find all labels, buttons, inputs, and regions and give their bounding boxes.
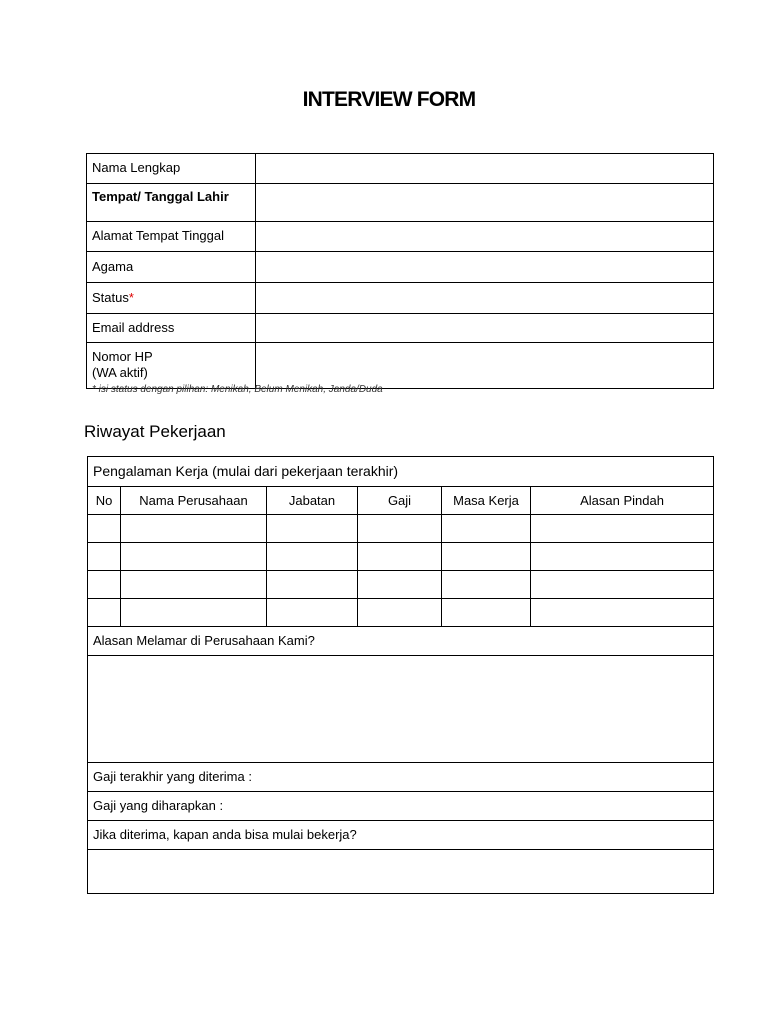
cell[interactable] [442, 571, 531, 599]
cell[interactable] [358, 571, 442, 599]
col-masa-kerja: Masa Kerja [442, 487, 531, 515]
status-asterisk: * [128, 290, 134, 305]
cell[interactable] [358, 599, 442, 627]
col-alasan-pindah: Alasan Pindah [531, 487, 714, 515]
label-alamat: Alamat Tempat Tinggal [87, 222, 256, 252]
col-gaji: Gaji [358, 487, 442, 515]
start-question: Jika diterima, kapan anda bisa mulai bekerja? [88, 821, 714, 850]
cell[interactable] [442, 515, 531, 543]
label-tempat-tanggal-lahir: Tempat/ Tanggal Lahir [87, 184, 256, 222]
experience-header: Pengalaman Kerja (mulai dari pekerjaan terakhir) [88, 457, 714, 487]
status-note: * isi status dengan pilihan: Menikah, Belum Menikah, Janda/Duda [92, 384, 383, 395]
col-jabatan: Jabatan [267, 487, 358, 515]
cell[interactable] [88, 571, 121, 599]
cell[interactable] [531, 543, 714, 571]
table-row [88, 515, 714, 543]
label-email: Email address [87, 314, 256, 343]
last-salary-label: Gaji terakhir yang diterima : [88, 763, 714, 792]
label-status: Status* [87, 283, 256, 314]
cell[interactable] [358, 543, 442, 571]
input-email[interactable] [256, 314, 714, 343]
personal-info-table [86, 153, 714, 389]
input-agama[interactable] [256, 252, 714, 283]
start-answer-field[interactable] [88, 850, 714, 894]
table-row [88, 543, 714, 571]
form-title: INTERVIEW FORM [302, 88, 476, 111]
label-nama-lengkap: Nama Lengkap [87, 154, 256, 184]
cell[interactable] [121, 571, 267, 599]
cell[interactable] [267, 543, 358, 571]
input-nomor-hp[interactable] [256, 343, 714, 389]
cell[interactable] [88, 515, 121, 543]
table-row [88, 571, 714, 599]
cell[interactable] [531, 515, 714, 543]
work-history-table [87, 456, 714, 894]
input-alamat[interactable] [256, 222, 714, 252]
reason-question: Alasan Melamar di Perusahaan Kami? [88, 627, 714, 656]
input-tempat-tanggal-lahir[interactable] [256, 184, 714, 222]
col-no: No [88, 487, 121, 515]
cell[interactable] [121, 515, 267, 543]
input-nama-lengkap[interactable] [256, 154, 714, 184]
cell[interactable] [267, 571, 358, 599]
cell[interactable] [121, 599, 267, 627]
cell[interactable] [442, 599, 531, 627]
cell[interactable] [358, 515, 442, 543]
table-row [88, 599, 714, 627]
reason-answer-field[interactable] [88, 656, 714, 763]
expected-salary-label: Gaji yang diharapkan : [88, 792, 714, 821]
cell[interactable] [88, 599, 121, 627]
input-status[interactable] [256, 283, 714, 314]
cell[interactable] [531, 599, 714, 627]
label-agama: Agama [87, 252, 256, 283]
cell[interactable] [267, 515, 358, 543]
cell[interactable] [267, 599, 358, 627]
col-nama-perusahaan: Nama Perusahaan [121, 487, 267, 515]
cell[interactable] [531, 571, 714, 599]
cell[interactable] [121, 543, 267, 571]
label-nomor-hp: Nomor HP (WA aktif) [87, 343, 256, 389]
cell[interactable] [88, 543, 121, 571]
cell[interactable] [442, 543, 531, 571]
section-title: Riwayat Pekerjaan [84, 422, 226, 441]
